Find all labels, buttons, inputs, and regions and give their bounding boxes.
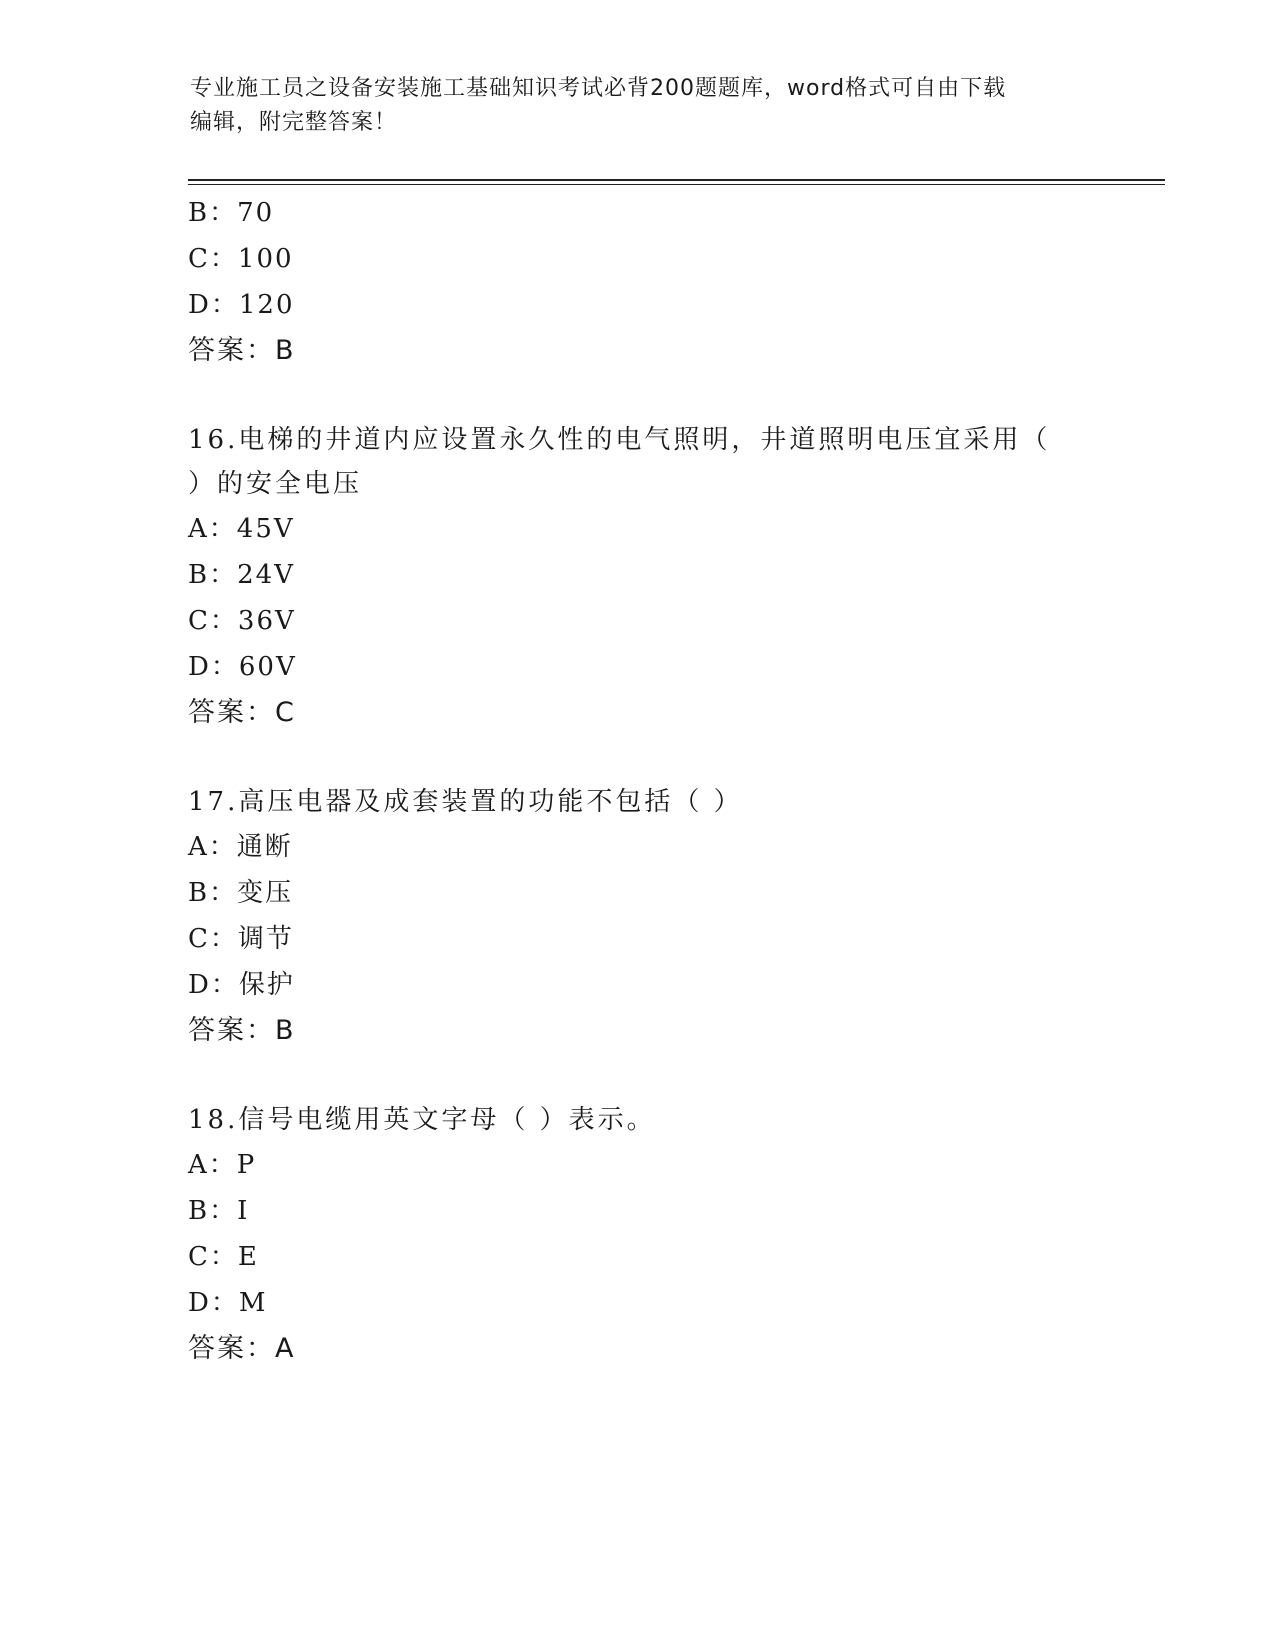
question-stem: 18.信号电缆用英文字母（ ）表示。 bbox=[188, 1105, 656, 1135]
option-d: D：120 bbox=[188, 290, 295, 320]
option-d: D：M bbox=[188, 1288, 268, 1318]
header-title-line1: 专业施工员之设备安装施工基础知识考试必背200题题库，word格式可自由下载 bbox=[190, 76, 1007, 101]
spacer bbox=[188, 736, 1088, 780]
spacer bbox=[188, 1054, 1088, 1098]
answer-line: 答案：B bbox=[188, 1015, 296, 1046]
option-a: A：45V bbox=[188, 514, 295, 544]
option-c: C：调节 bbox=[188, 924, 294, 954]
header-title-line2: 编辑，附完整答案！ bbox=[190, 110, 398, 135]
option-b: B：I bbox=[188, 1196, 250, 1226]
option-c: C：36V bbox=[188, 606, 296, 636]
option-d: D：60V bbox=[188, 652, 297, 682]
option-b: B：24V bbox=[188, 560, 295, 590]
question-15-continued bbox=[188, 190, 1088, 374]
header-rule-thick bbox=[188, 179, 1165, 181]
document-header bbox=[190, 72, 1090, 140]
question-stem: 16.电梯的井道内应设置永久性的电气照明，井道照明电压宜采用（ ）的安全电压 bbox=[188, 425, 1051, 499]
option-b: B：变压 bbox=[188, 878, 294, 908]
answer-line: 答案：A bbox=[188, 1333, 296, 1364]
question-17 bbox=[188, 780, 1088, 1054]
option-b: B：70 bbox=[188, 198, 275, 228]
option-d: D：保护 bbox=[188, 970, 295, 1000]
question-18 bbox=[188, 1098, 1088, 1372]
spacer bbox=[188, 374, 1088, 418]
option-a: A：P bbox=[188, 1150, 257, 1180]
document-body bbox=[188, 190, 1088, 1372]
question-16 bbox=[188, 418, 1088, 736]
question-stem: 17.高压电器及成套装置的功能不包括（ ） bbox=[188, 787, 743, 817]
header-rule-thin bbox=[188, 184, 1165, 185]
option-c: C：E bbox=[188, 1242, 259, 1272]
answer-line: 答案：C bbox=[188, 697, 296, 728]
option-a: A：通断 bbox=[188, 832, 293, 862]
option-c: C：100 bbox=[188, 244, 294, 274]
answer-line: 答案：B bbox=[188, 335, 296, 366]
